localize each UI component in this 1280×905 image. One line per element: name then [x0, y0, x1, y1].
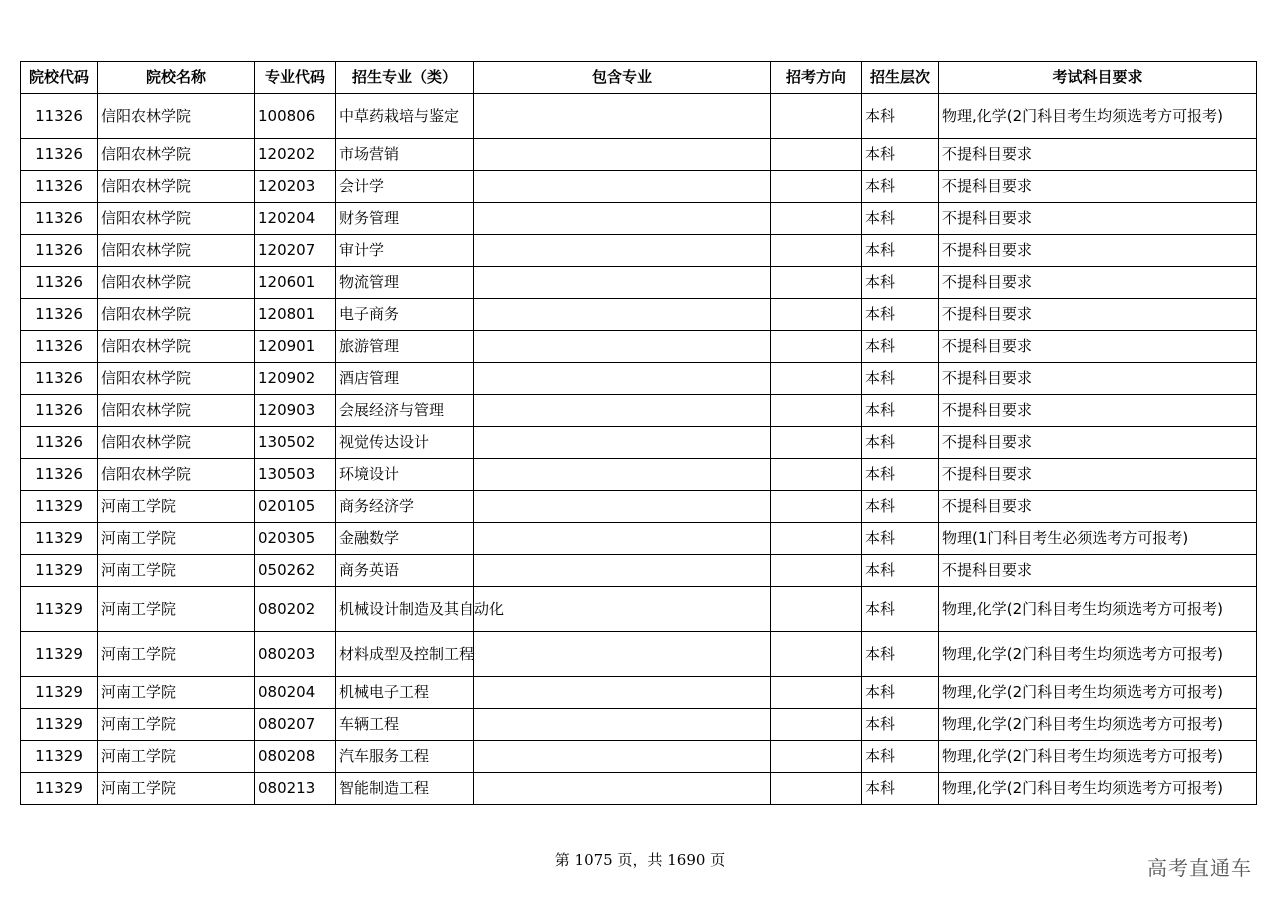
cell-requirement: 不提科目要求: [939, 331, 1257, 363]
cell-direction: [771, 632, 862, 677]
cell-major-code: 050262: [255, 555, 336, 587]
table-row: [21, 587, 1257, 632]
cell-requirement: 物理,化学(2门科目考生均须选考方可报考): [939, 632, 1257, 677]
cell-requirement: 不提科目要求: [939, 299, 1257, 331]
cell-direction: [771, 741, 862, 773]
table-row: [21, 94, 1257, 139]
cell-major-code: 120903: [255, 395, 336, 427]
table-row: [21, 203, 1257, 235]
cell-requirement: 不提科目要求: [939, 395, 1257, 427]
cell-direction: [771, 459, 862, 491]
cell-included-majors: [474, 741, 771, 773]
cell-major-code: 080204: [255, 677, 336, 709]
cell-school-name: 信阳农林学院: [98, 427, 255, 459]
cell-included-majors: [474, 632, 771, 677]
cell-major: 酒店管理: [336, 363, 474, 395]
cell-included-majors: [474, 267, 771, 299]
cell-major-code: 080203: [255, 632, 336, 677]
cell-level: 本科: [862, 773, 939, 805]
cell-school-name: 河南工学院: [98, 709, 255, 741]
cell-school-name: 信阳农林学院: [98, 171, 255, 203]
cell-school-code: 11329: [21, 709, 98, 741]
cell-included-majors: [474, 555, 771, 587]
cell-major: 汽车服务工程: [336, 741, 474, 773]
table-body: [21, 94, 1257, 805]
cell-major: 市场营销: [336, 139, 474, 171]
cell-level: 本科: [862, 395, 939, 427]
cell-direction: [771, 555, 862, 587]
cell-level: 本科: [862, 632, 939, 677]
cell-school-name: 信阳农林学院: [98, 139, 255, 171]
header-major-code: 专业代码: [255, 62, 336, 94]
cell-major-code: 120207: [255, 235, 336, 267]
cell-major-code: 120202: [255, 139, 336, 171]
cell-direction: [771, 523, 862, 555]
cell-level: 本科: [862, 491, 939, 523]
cell-school-name: 信阳农林学院: [98, 331, 255, 363]
cell-level: 本科: [862, 94, 939, 139]
cell-included-majors: [474, 94, 771, 139]
header-level: 招生层次: [862, 62, 939, 94]
header-direction: 招考方向: [771, 62, 862, 94]
cell-major: 会计学: [336, 171, 474, 203]
cell-requirement: 不提科目要求: [939, 235, 1257, 267]
cell-school-code: 11329: [21, 773, 98, 805]
table-row: [21, 491, 1257, 523]
cell-included-majors: [474, 587, 771, 632]
cell-requirement: 物理,化学(2门科目考生均须选考方可报考): [939, 94, 1257, 139]
cell-major: 车辆工程: [336, 709, 474, 741]
cell-direction: [771, 235, 862, 267]
cell-direction: [771, 94, 862, 139]
cell-school-code: 11329: [21, 523, 98, 555]
cell-included-majors: [474, 363, 771, 395]
cell-direction: [771, 677, 862, 709]
page-number: 第 1075 页，共 1690 页: [554, 851, 726, 869]
cell-direction: [771, 427, 862, 459]
header-included-majors: 包含专业: [474, 62, 771, 94]
table-row: [21, 427, 1257, 459]
cell-direction: [771, 299, 862, 331]
cell-included-majors: [474, 459, 771, 491]
cell-included-majors: [474, 491, 771, 523]
cell-included-majors: [474, 203, 771, 235]
cell-direction: [771, 267, 862, 299]
cell-major-code: 120203: [255, 171, 336, 203]
cell-major: 视觉传达设计: [336, 427, 474, 459]
cell-requirement: 物理,化学(2门科目考生均须选考方可报考): [939, 587, 1257, 632]
table-row: [21, 741, 1257, 773]
table-row: [21, 235, 1257, 267]
cell-school-code: 11326: [21, 395, 98, 427]
cell-major: 机械电子工程: [336, 677, 474, 709]
cell-major: 旅游管理: [336, 331, 474, 363]
cell-school-name: 信阳农林学院: [98, 235, 255, 267]
cell-direction: [771, 773, 862, 805]
cell-requirement: 物理,化学(2门科目考生均须选考方可报考): [939, 709, 1257, 741]
header-school-name: 院校名称: [98, 62, 255, 94]
table-row: [21, 299, 1257, 331]
cell-included-majors: [474, 331, 771, 363]
cell-level: 本科: [862, 171, 939, 203]
cell-major: 环境设计: [336, 459, 474, 491]
cell-school-code: 11329: [21, 587, 98, 632]
cell-requirement: 不提科目要求: [939, 555, 1257, 587]
cell-major-code: 080202: [255, 587, 336, 632]
cell-requirement: 物理,化学(2门科目考生均须选考方可报考): [939, 741, 1257, 773]
cell-requirement: 不提科目要求: [939, 491, 1257, 523]
cell-school-code: 11329: [21, 555, 98, 587]
table-row: [21, 677, 1257, 709]
cell-school-name: 信阳农林学院: [98, 203, 255, 235]
cell-major-code: 080207: [255, 709, 336, 741]
cell-level: 本科: [862, 587, 939, 632]
table-row: [21, 171, 1257, 203]
cell-requirement: 不提科目要求: [939, 363, 1257, 395]
cell-school-name: 河南工学院: [98, 632, 255, 677]
cell-school-code: 11329: [21, 491, 98, 523]
cell-level: 本科: [862, 427, 939, 459]
cell-school-code: 11326: [21, 299, 98, 331]
cell-school-code: 11326: [21, 363, 98, 395]
cell-major-code: 020105: [255, 491, 336, 523]
table-row: [21, 555, 1257, 587]
cell-major-code: 130503: [255, 459, 336, 491]
cell-major: 商务经济学: [336, 491, 474, 523]
cell-direction: [771, 203, 862, 235]
cell-direction: [771, 491, 862, 523]
cell-school-name: 河南工学院: [98, 523, 255, 555]
cell-school-code: 11326: [21, 139, 98, 171]
cell-school-code: 11329: [21, 632, 98, 677]
cell-major: 中草药栽培与鉴定: [336, 94, 474, 139]
cell-major: 会展经济与管理: [336, 395, 474, 427]
cell-major-code: 080213: [255, 773, 336, 805]
table-row: [21, 523, 1257, 555]
cell-included-majors: [474, 171, 771, 203]
table-row: [21, 363, 1257, 395]
cell-school-name: 信阳农林学院: [98, 267, 255, 299]
cell-direction: [771, 331, 862, 363]
cell-level: 本科: [862, 677, 939, 709]
cell-requirement: 不提科目要求: [939, 139, 1257, 171]
cell-direction: [771, 171, 862, 203]
cell-school-code: 11326: [21, 427, 98, 459]
table-row: [21, 709, 1257, 741]
cell-major: 智能制造工程: [336, 773, 474, 805]
cell-level: 本科: [862, 299, 939, 331]
cell-school-name: 信阳农林学院: [98, 299, 255, 331]
cell-major: 审计学: [336, 235, 474, 267]
cell-major-code: 020305: [255, 523, 336, 555]
cell-school-name: 河南工学院: [98, 587, 255, 632]
admissions-table: [20, 61, 1257, 805]
cell-school-name: 信阳农林学院: [98, 363, 255, 395]
header-row: [21, 62, 1257, 94]
cell-major-code: 120601: [255, 267, 336, 299]
cell-school-code: 11326: [21, 203, 98, 235]
cell-school-code: 11329: [21, 741, 98, 773]
cell-level: 本科: [862, 709, 939, 741]
cell-level: 本科: [862, 459, 939, 491]
cell-major-code: 120901: [255, 331, 336, 363]
cell-major: 物流管理: [336, 267, 474, 299]
cell-level: 本科: [862, 555, 939, 587]
cell-major-code: 120204: [255, 203, 336, 235]
cell-major: 商务英语: [336, 555, 474, 587]
cell-direction: [771, 139, 862, 171]
cell-school-name: 河南工学院: [98, 555, 255, 587]
table-row: [21, 773, 1257, 805]
cell-school-code: 11326: [21, 235, 98, 267]
cell-school-code: 11329: [21, 677, 98, 709]
cell-major-code: 100806: [255, 94, 336, 139]
cell-requirement: 不提科目要求: [939, 267, 1257, 299]
cell-school-code: 11326: [21, 171, 98, 203]
cell-major-code: 130502: [255, 427, 336, 459]
cell-level: 本科: [862, 235, 939, 267]
cell-major-code: 080208: [255, 741, 336, 773]
cell-requirement: 不提科目要求: [939, 459, 1257, 491]
cell-major: 金融数学: [336, 523, 474, 555]
cell-requirement: 物理,化学(2门科目考生均须选考方可报考): [939, 677, 1257, 709]
table-row: [21, 267, 1257, 299]
cell-direction: [771, 709, 862, 741]
cell-requirement: 不提科目要求: [939, 171, 1257, 203]
watermark: 高考直通车: [1147, 856, 1252, 880]
cell-included-majors: [474, 523, 771, 555]
cell-major: 电子商务: [336, 299, 474, 331]
cell-school-code: 11326: [21, 94, 98, 139]
cell-included-majors: [474, 709, 771, 741]
cell-school-code: 11326: [21, 267, 98, 299]
cell-direction: [771, 363, 862, 395]
table-row: [21, 331, 1257, 363]
cell-included-majors: [474, 773, 771, 805]
cell-level: 本科: [862, 203, 939, 235]
cell-major-code: 120801: [255, 299, 336, 331]
cell-requirement: 不提科目要求: [939, 427, 1257, 459]
cell-major-code: 120902: [255, 363, 336, 395]
cell-direction: [771, 587, 862, 632]
cell-major: 材料成型及控制工程: [336, 632, 474, 677]
table-row: [21, 139, 1257, 171]
cell-school-name: 河南工学院: [98, 741, 255, 773]
cell-school-code: 11326: [21, 459, 98, 491]
cell-school-name: 河南工学院: [98, 491, 255, 523]
header-requirement: 考试科目要求: [939, 62, 1257, 94]
cell-included-majors: [474, 395, 771, 427]
cell-major: 财务管理: [336, 203, 474, 235]
cell-school-name: 信阳农林学院: [98, 395, 255, 427]
cell-requirement: 物理,化学(2门科目考生均须选考方可报考): [939, 773, 1257, 805]
cell-school-name: 信阳农林学院: [98, 94, 255, 139]
cell-included-majors: [474, 299, 771, 331]
cell-included-majors: [474, 677, 771, 709]
cell-school-name: 河南工学院: [98, 677, 255, 709]
cell-direction: [771, 395, 862, 427]
cell-school-name: 信阳农林学院: [98, 459, 255, 491]
cell-school-name: 河南工学院: [98, 773, 255, 805]
cell-level: 本科: [862, 741, 939, 773]
cell-level: 本科: [862, 523, 939, 555]
cell-requirement: 不提科目要求: [939, 203, 1257, 235]
cell-major: 机械设计制造及其自动化: [336, 587, 474, 632]
cell-requirement: 物理(1门科目考生必须选考方可报考): [939, 523, 1257, 555]
cell-level: 本科: [862, 267, 939, 299]
header-school-code: 院校代码: [21, 62, 98, 94]
cell-level: 本科: [862, 363, 939, 395]
table-row: [21, 632, 1257, 677]
cell-level: 本科: [862, 139, 939, 171]
table-row: [21, 395, 1257, 427]
cell-included-majors: [474, 235, 771, 267]
cell-included-majors: [474, 139, 771, 171]
cell-school-code: 11326: [21, 331, 98, 363]
header-major: 招生专业（类）: [336, 62, 474, 94]
table-row: [21, 459, 1257, 491]
cell-included-majors: [474, 427, 771, 459]
cell-level: 本科: [862, 331, 939, 363]
